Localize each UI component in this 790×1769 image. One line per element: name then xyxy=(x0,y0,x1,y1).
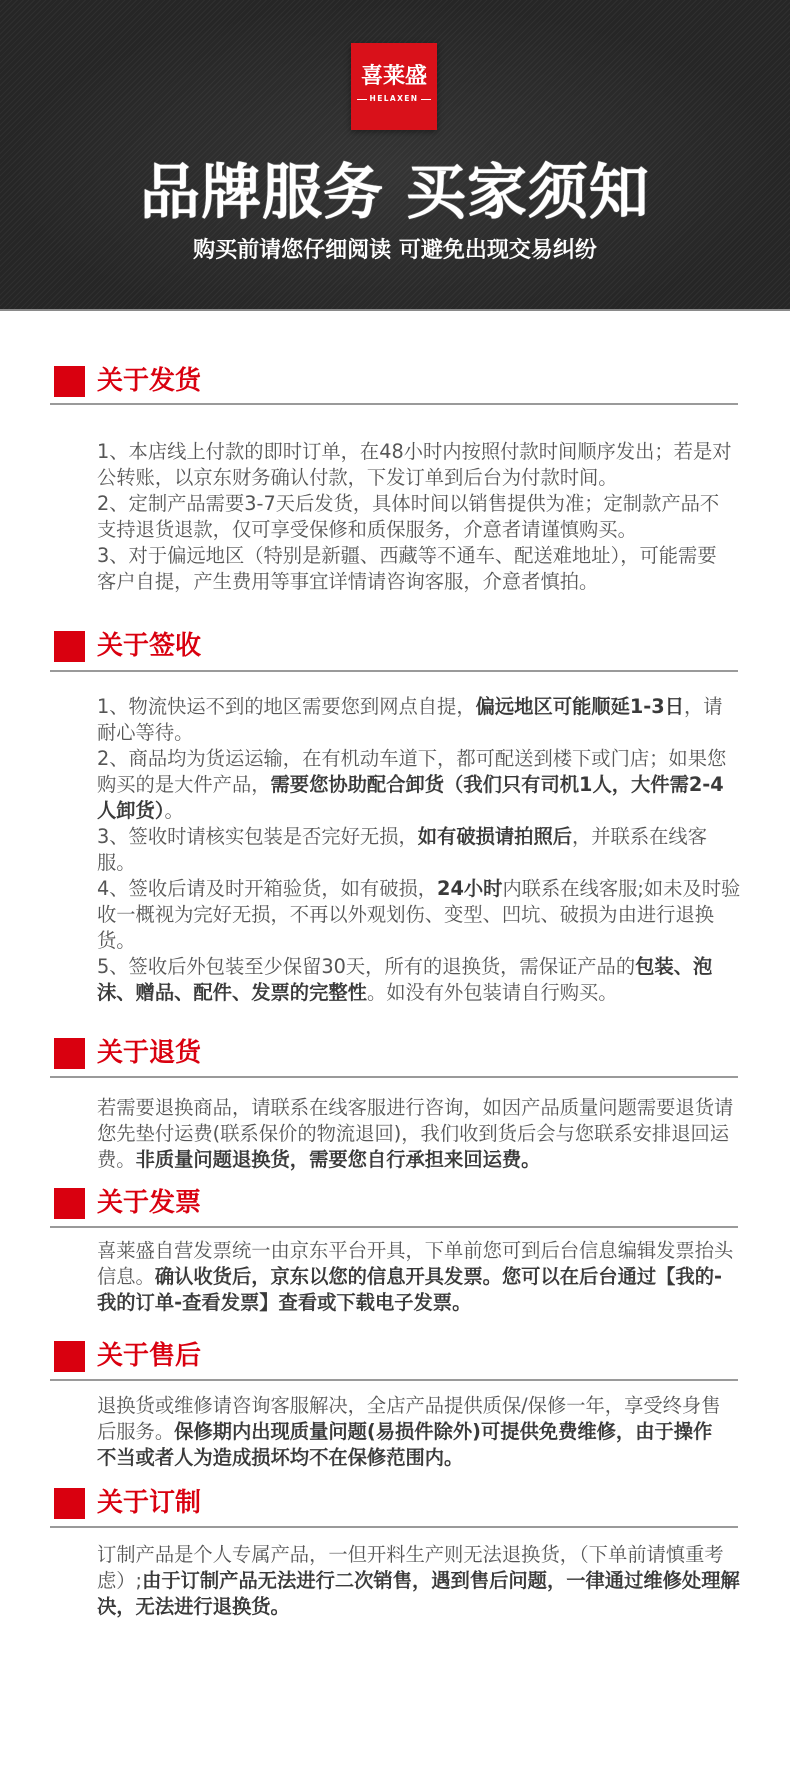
body-text: 退换货或维修请咨询客服解决，全店产品提供质保/保修一年，享受终身售 xyxy=(97,1394,721,1417)
section-marker-icon xyxy=(54,1341,85,1372)
emphasis-text: 非质量问题退换货，需要您自行承担来回运费。 xyxy=(135,1148,541,1171)
section-title: 关于发票 xyxy=(97,1188,202,1218)
body-text: 客户自提，产生费用等事宜详情请咨询客服，介意者慎拍。 xyxy=(97,570,599,593)
section-marker-icon xyxy=(54,1188,85,1219)
brand-name-en xyxy=(351,94,437,104)
body-text: ，请 xyxy=(683,695,723,718)
body-line xyxy=(97,850,747,876)
body-text: 服。 xyxy=(97,851,136,874)
body-text: ，并联系在线客 xyxy=(572,825,707,848)
section-marker-icon xyxy=(54,1488,85,1519)
section-body xyxy=(97,439,747,595)
body-line xyxy=(97,928,747,954)
body-text: 4、签收后请及时开箱验货，如有破损， xyxy=(97,877,438,900)
emphasis-text: 不当或者人为造成损坏均不在保修范围内。 xyxy=(97,1446,464,1469)
emphasis-text: 包装、泡 xyxy=(635,955,713,978)
body-text: 喜莱盛自营发票统一由京东平台开具，下单前您可到后台信息编辑发票抬头 xyxy=(97,1239,734,1262)
body-line xyxy=(97,798,747,824)
body-text: 5、签收后外包装至少保留30天，所有的退换货，需保证产品的 xyxy=(97,955,636,978)
body-text: 后服务。 xyxy=(97,1420,175,1443)
emphasis-text: 我的订单-查看发票】查看或下载电子发票。 xyxy=(97,1291,472,1314)
body-text: 3、签收时请核实包装是否完好无损， xyxy=(97,825,418,848)
emphasis-text: 如有破损请拍照后 xyxy=(417,825,573,848)
section-title: 关于发货 xyxy=(97,366,202,396)
section-divider xyxy=(50,670,738,672)
body-text: 公转账，以京东财务确认付款，下发订单到后台为付款时间。 xyxy=(97,466,618,489)
body-text: 支持退货退款，仅可享受保修和质保服务，介意者请谨慎购买。 xyxy=(97,518,637,541)
body-line xyxy=(97,746,747,772)
hero-bottom-border xyxy=(0,309,790,311)
body-line xyxy=(97,517,747,543)
page-subtitle: 购买前请您仔细阅读 可避免出现交易纠纷 xyxy=(193,238,597,263)
section-divider xyxy=(50,403,738,405)
body-text: 费。 xyxy=(97,1148,136,1171)
emphasis-text: 决，无法进行退换货。 xyxy=(97,1595,290,1618)
body-line xyxy=(97,1419,747,1445)
body-text: 货。 xyxy=(97,929,136,952)
body-text: 。如没有外包装请自行购买。 xyxy=(366,981,618,1004)
body-line xyxy=(97,1095,747,1121)
section-body xyxy=(97,694,747,1006)
body-line xyxy=(97,876,747,902)
body-text: 若需要退换商品，请联系在线客服进行咨询，如因产品质量问题需要退货请 xyxy=(97,1096,734,1119)
brand-logo xyxy=(351,43,437,130)
section-divider xyxy=(50,1076,738,1078)
body-text: 1、物流快运不到的地区需要您到网点自提， xyxy=(97,695,476,718)
emphasis-text: 需要您协助配合卸货（我们只有司机1人，大件需2-4 xyxy=(270,773,724,796)
body-line xyxy=(97,1393,747,1419)
body-line xyxy=(97,824,747,850)
section-body xyxy=(97,1238,747,1316)
body-line xyxy=(97,694,747,720)
section-body xyxy=(97,1393,747,1471)
brand-name-en-text: HELAXEN xyxy=(369,94,419,103)
body-line xyxy=(97,1121,747,1147)
body-text: 2、定制产品需要3-7天后发货，具体时间以销售提供为准；定制款产品不 xyxy=(97,492,720,515)
emphasis-text: 确认收货后，京东以您的信息开具发票。您可以在后台通过【我的- xyxy=(154,1265,722,1288)
body-line xyxy=(97,1264,747,1290)
body-text: 2、商品均为货运运输，在有机动车道下，都可配送到楼下或门店；如果您 xyxy=(97,747,727,770)
body-line xyxy=(97,1290,747,1316)
body-line xyxy=(97,465,747,491)
body-text: 订制产品是个人专属产品，一但开料生产则无法退换货，（下单前请慎重考 xyxy=(97,1543,724,1566)
body-text: 购买的是大件产品， xyxy=(97,773,271,796)
body-text: 。 xyxy=(164,799,184,822)
emphasis-text: 保修期内出现质量问题(易损件除外)可提供免费维修，由于操作 xyxy=(174,1420,713,1443)
section-divider xyxy=(50,1526,738,1528)
emphasis-text: 沫、赠品、配件、发票的完整性 xyxy=(97,981,367,1004)
section-title: 关于订制 xyxy=(97,1488,202,1518)
section-body xyxy=(97,1542,747,1620)
body-line xyxy=(97,1238,747,1264)
body-text: 信息。 xyxy=(97,1265,155,1288)
body-line xyxy=(97,772,747,798)
emphasis-text: 偏远地区可能顺延1-3日 xyxy=(475,695,684,718)
hero-banner xyxy=(0,0,790,311)
body-line xyxy=(97,491,747,517)
body-line xyxy=(97,980,747,1006)
body-line xyxy=(97,1147,747,1173)
body-line xyxy=(97,902,747,928)
body-line xyxy=(97,720,747,746)
section-divider xyxy=(50,1226,738,1228)
body-text: 3、对于偏远地区（特别是新疆、西藏等不通车、配送难地址），可能需要 xyxy=(97,544,717,567)
emphasis-text: 24小时 xyxy=(437,877,503,900)
body-text: 1、本店线上付款的即时订单，在48小时内按照付款时间顺序发出；若是对 xyxy=(97,440,732,463)
body-line xyxy=(97,1594,747,1620)
emphasis-text: 由于订制产品无法进行二次销售，遇到售后问题，一律通过维修处理解 xyxy=(142,1569,740,1592)
body-line xyxy=(97,1445,747,1471)
section-marker-icon xyxy=(54,631,85,662)
body-line xyxy=(97,1542,747,1568)
body-line xyxy=(97,1568,747,1594)
page-title: 品牌服务 买家须知 xyxy=(140,158,650,228)
body-text: 收一概视为完好无损，不再以外观划伤、变型、凹坑、破损为由进行退换 xyxy=(97,903,714,926)
body-line xyxy=(97,543,747,569)
section-body xyxy=(97,1095,747,1173)
body-text: 您先垫付运费(联系保价的物流退回)，我们收到货后会与您联系安排退回运 xyxy=(97,1122,730,1145)
section-title: 关于售后 xyxy=(97,1341,202,1371)
emphasis-text: 人卸货） xyxy=(97,799,165,822)
body-text: 虑）; xyxy=(97,1569,143,1592)
section-marker-icon xyxy=(54,366,85,397)
body-text: 内联系在线客服;如未及时验 xyxy=(502,877,741,900)
body-line xyxy=(97,954,747,980)
section-title: 关于签收 xyxy=(97,631,202,661)
section-title: 关于退货 xyxy=(97,1038,202,1068)
brand-name-cn: 喜莱盛 xyxy=(360,64,427,89)
section-divider xyxy=(50,1379,738,1381)
body-text: 耐心等待。 xyxy=(97,721,194,744)
body-line xyxy=(97,569,747,595)
body-line xyxy=(97,439,747,465)
section-marker-icon xyxy=(54,1038,85,1069)
